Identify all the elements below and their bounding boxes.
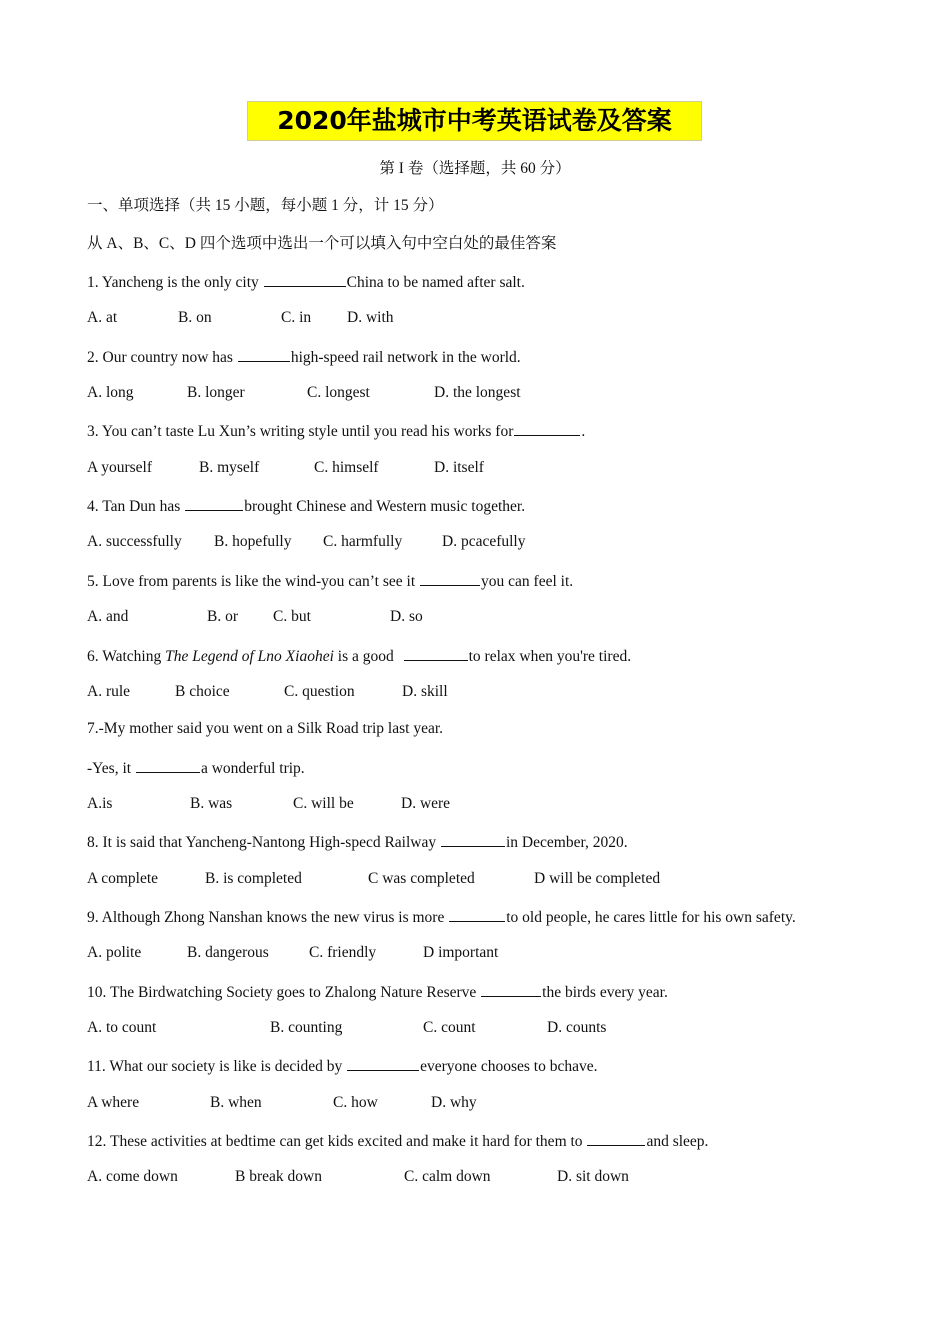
question-text: 9. Although Zhong Nanshan knows the new virus is more — [87, 909, 449, 926]
question-3 — [87, 420, 585, 442]
option-b: B choice — [175, 683, 230, 700]
question-10 — [87, 981, 668, 1003]
option-a: A.is — [87, 795, 113, 812]
question-text: . — [581, 423, 586, 440]
option-d: D. with — [347, 309, 394, 326]
answer-blank — [420, 570, 480, 586]
question-text: high-speed rail network in the world. — [290, 349, 521, 366]
option-b: B. is completed — [205, 870, 302, 887]
question-text: 3. You can’t taste Lu Xun’s writing style until you read his works for — [87, 423, 514, 440]
question-2 — [87, 346, 521, 368]
question-text: a wonderful trip. — [200, 760, 305, 777]
option-d: D. were — [401, 795, 451, 812]
option-d: D. so — [390, 608, 423, 625]
option-c: C. will be — [293, 795, 354, 812]
option-a: A. rule — [87, 683, 131, 700]
question-11 — [87, 1055, 597, 1077]
question-text: 10. The Birdwatching Society goes to Zhalong Nature Reserve — [87, 984, 481, 1001]
question-text: 6. Watching — [87, 648, 166, 665]
question-5 — [87, 570, 573, 592]
question-text: is a good — [333, 648, 398, 665]
answer-blank — [347, 1055, 419, 1071]
question-text: 8. It is said that Yancheng-Nantong High-specd Railway — [87, 834, 440, 851]
option-a: A. and — [87, 608, 129, 625]
option-c: C. harmfully — [323, 533, 403, 550]
question-text: 12. These activities at bedtime can get kids excited and make it hard for them to — [87, 1133, 587, 1150]
instruction: 从 A、B、C、D 四个选项中选出一个可以填入句中空白处的最佳答案 — [87, 235, 557, 252]
question-text: and sleep. — [646, 1133, 709, 1150]
option-b: B. was — [190, 795, 233, 812]
book-title: The Legend of Lno Xiaohei — [165, 648, 334, 665]
option-a: A. at — [87, 309, 118, 326]
question-12 — [87, 1130, 708, 1152]
option-d: D. pcacefully — [442, 533, 526, 550]
option-a: A. polite — [87, 944, 142, 961]
option-d: D. counts — [547, 1019, 607, 1036]
part-heading: 第 I 卷（选择题，共 60 分） — [379, 160, 571, 177]
answer-blank — [238, 346, 290, 362]
question-text: 5. Love from parents is like the wind-you can’t see it — [87, 573, 420, 590]
option-c: C. how — [333, 1094, 378, 1111]
question-text: -Yes, it — [87, 760, 135, 777]
option-b: B. on — [178, 309, 212, 326]
question-text: to old people, he cares little for his own safety. — [506, 909, 796, 926]
question-text: brought Chinese and Western music together. — [244, 498, 526, 515]
option-c: C. himself — [314, 459, 379, 476]
option-d: D will be completed — [534, 870, 661, 887]
answer-blank — [185, 495, 243, 511]
option-d: D. sit down — [557, 1168, 629, 1185]
option-d: D. skill — [402, 683, 448, 700]
question-7 — [87, 757, 305, 779]
option-b: B. counting — [270, 1019, 343, 1036]
option-b: B. hopefully — [214, 533, 292, 550]
answer-blank — [587, 1130, 645, 1146]
option-c: C. question — [284, 683, 355, 700]
question-text: 4. Tan Dun has — [87, 498, 185, 515]
answer-blank — [514, 420, 580, 436]
option-a: A. long — [87, 384, 134, 401]
option-c: C was completed — [368, 870, 475, 887]
answer-blank — [449, 906, 505, 922]
section-heading: 一、单项选择（共 15 小题，每小题 1 分，计 15 分） — [87, 197, 444, 214]
option-d: D. why — [431, 1094, 477, 1111]
question-text: in December, 2020. — [506, 834, 628, 851]
answer-blank — [136, 757, 200, 773]
option-c: C. calm down — [404, 1168, 491, 1185]
question-1 — [87, 271, 525, 293]
option-c: C. but — [273, 608, 311, 625]
answer-blank — [404, 645, 468, 661]
question-9 — [87, 906, 796, 928]
option-b: B. or — [207, 608, 238, 625]
page-title: 2020年盐城市中考英语试卷及答案 — [247, 101, 702, 141]
option-a: A complete — [87, 870, 159, 887]
option-d: D important — [423, 944, 499, 961]
option-b: B. myself — [199, 459, 260, 476]
answer-blank — [441, 831, 505, 847]
option-c: C. longest — [307, 384, 370, 401]
question-text: 11. What our society is like is decided by — [87, 1058, 347, 1075]
question-7-dialog: 7.-My mother said you went on a Silk Road trip last year. — [87, 720, 444, 737]
question-text: everyone chooses to bchave. — [420, 1058, 598, 1075]
question-text: you can feel it. — [481, 573, 574, 590]
option-d: D. itself — [434, 459, 484, 476]
question-text: the birds every year. — [542, 984, 668, 1001]
option-c: C. count — [423, 1019, 476, 1036]
option-a: A yourself — [87, 459, 153, 476]
question-4 — [87, 495, 525, 517]
question-6 — [87, 645, 631, 667]
question-text: to relax when you're tired. — [468, 648, 632, 665]
option-b: B break down — [235, 1168, 322, 1185]
option-c: C. in — [281, 309, 312, 326]
question-text: 2. Our country now has — [87, 349, 237, 366]
option-d: D. the longest — [434, 384, 521, 401]
option-b: B. longer — [187, 384, 245, 401]
option-b: B. dangerous — [187, 944, 269, 961]
option-b: B. when — [210, 1094, 262, 1111]
option-c: C. friendly — [309, 944, 377, 961]
question-text: 1. Yancheng is the only city — [87, 274, 263, 291]
option-a: A. successfully — [87, 533, 182, 550]
answer-blank — [481, 981, 541, 997]
option-a: A. come down — [87, 1168, 178, 1185]
option-a: A. to count — [87, 1019, 157, 1036]
question-text: China to be named after salt. — [346, 274, 525, 291]
question-8 — [87, 831, 628, 853]
answer-blank — [264, 271, 346, 287]
option-a: A where — [87, 1094, 140, 1111]
